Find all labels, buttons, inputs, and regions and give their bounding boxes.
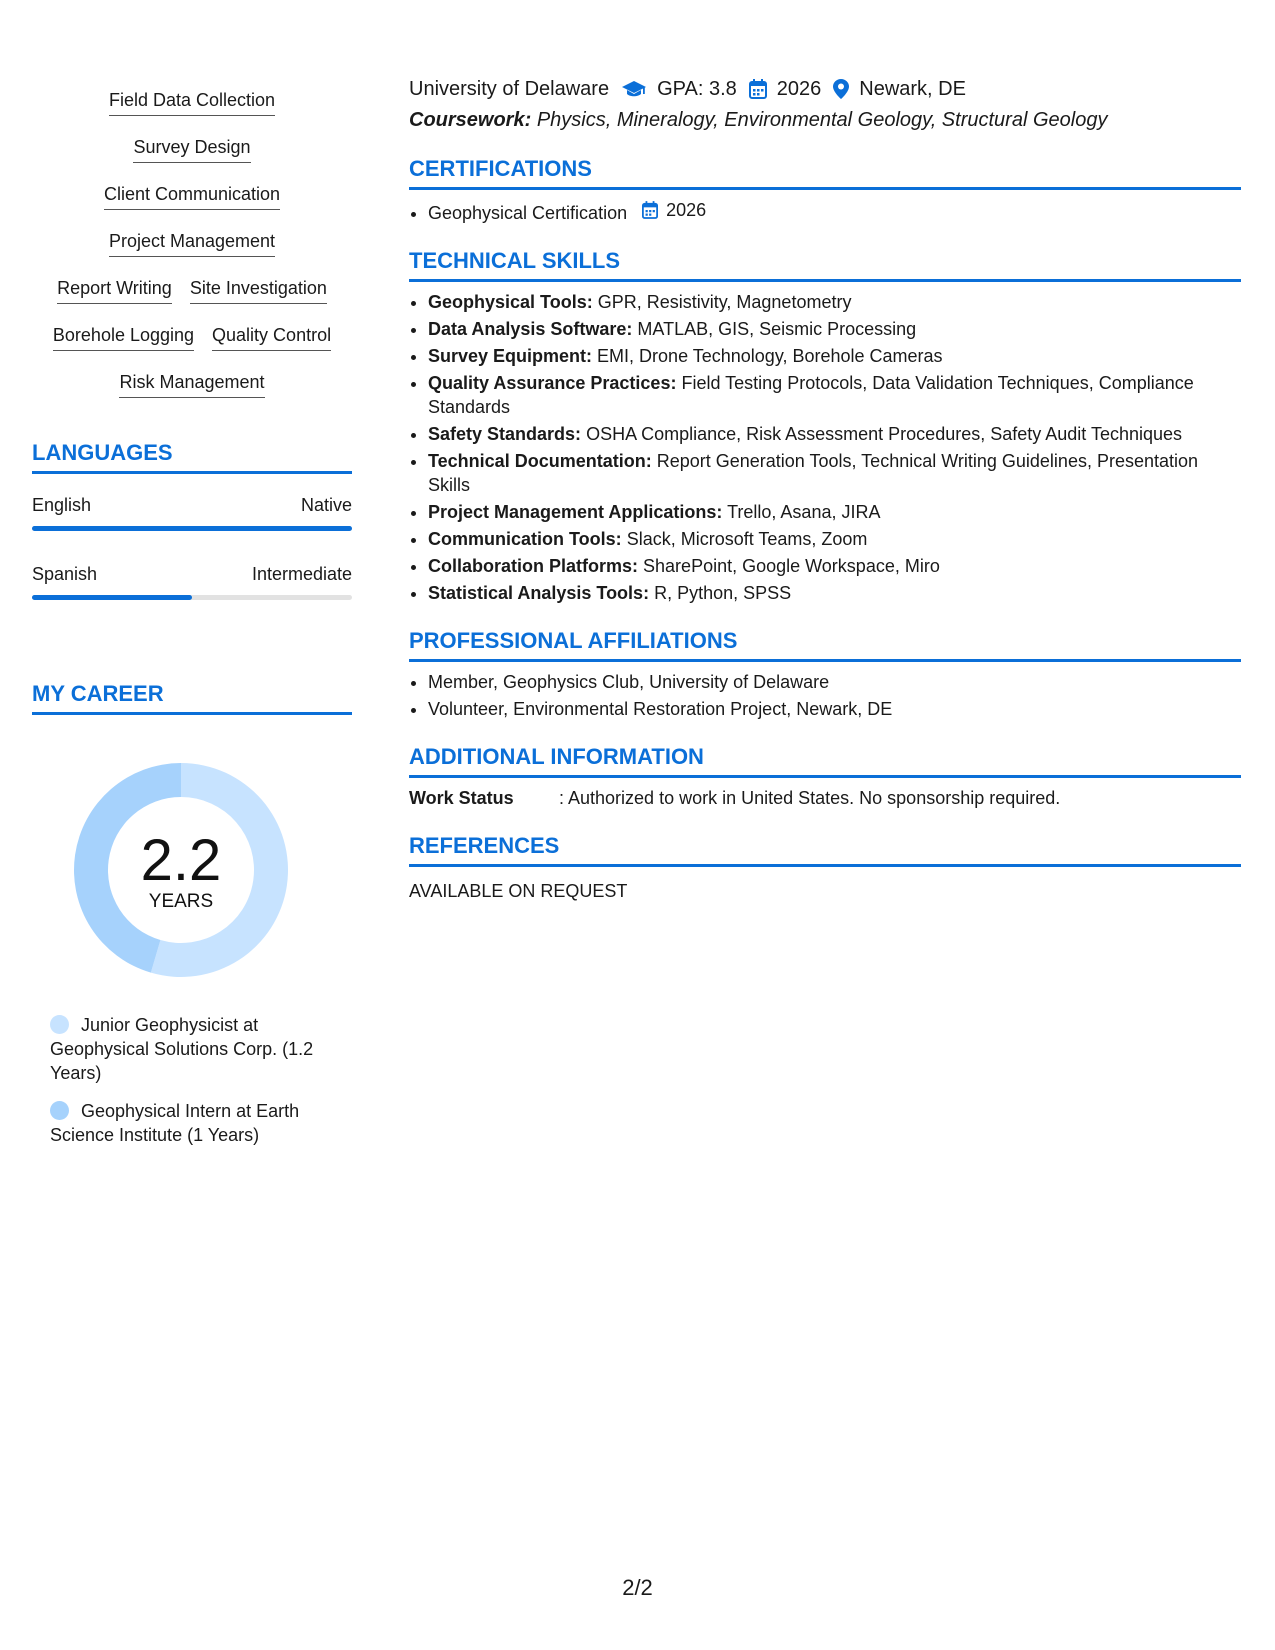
calendar-icon bbox=[642, 201, 662, 219]
career-heading: MY CAREER bbox=[32, 680, 352, 715]
legend-dot bbox=[50, 1015, 69, 1034]
affiliations-section bbox=[409, 627, 1241, 721]
school-name: University of Delaware bbox=[409, 78, 610, 100]
skill-value: Slack, Microsoft Teams, Zoom bbox=[626, 529, 868, 549]
location-pin-icon bbox=[833, 79, 849, 99]
references-heading: REFERENCES bbox=[409, 832, 1241, 867]
affiliation-item: • Member, Geophysics Club, University of Delaware bbox=[428, 670, 1241, 694]
skill-chip: Risk Management bbox=[119, 369, 264, 398]
skill-label: Safety Standards: bbox=[428, 424, 582, 444]
skill-item bbox=[428, 449, 1241, 497]
skill-chip: Field Data Collection bbox=[109, 87, 275, 116]
skill-item bbox=[428, 344, 1241, 368]
skill-item bbox=[428, 371, 1241, 419]
language-item bbox=[32, 563, 352, 600]
skill-value: Trello, Asana, JIRA bbox=[727, 502, 881, 522]
references-section bbox=[409, 832, 1241, 903]
language-level: Native bbox=[300, 495, 352, 515]
certifications-section bbox=[409, 155, 1241, 225]
language-name: English bbox=[32, 495, 92, 515]
language-proficiency-bar bbox=[32, 526, 352, 531]
career-role-label: Junior Geophysicist at Geophysical Solutions Corp. (1.2 Years) bbox=[50, 1015, 314, 1083]
skill-item bbox=[428, 422, 1241, 446]
gpa: GPA: 3.8 bbox=[657, 78, 737, 100]
skill-label: Project Management Applications: bbox=[428, 502, 723, 522]
skill-value: SharePoint, Google Workspace, Miro bbox=[643, 556, 940, 576]
coursework-label: Coursework: bbox=[409, 109, 532, 131]
skill-item bbox=[428, 581, 1241, 605]
skill-label: Collaboration Platforms: bbox=[428, 556, 639, 576]
technical-skills-heading: TECHNICAL SKILLS bbox=[409, 247, 1241, 282]
work-status-row bbox=[409, 786, 1241, 810]
skill-value: GPR, Resistivity, Magnetometry bbox=[597, 292, 852, 312]
skill-value: Field Testing Protocols, Data Validation Techniques, Compliance Standards bbox=[428, 373, 1194, 417]
skill-item bbox=[428, 500, 1241, 524]
references-text: AVAILABLE ON REQUEST bbox=[409, 881, 628, 901]
language-proficiency-bar bbox=[32, 595, 352, 600]
certifications-heading: CERTIFICATIONS bbox=[409, 155, 1241, 190]
coursework bbox=[409, 107, 1241, 133]
skill-label: Survey Equipment: bbox=[428, 346, 593, 366]
skill-item bbox=[428, 554, 1241, 578]
skill-chip: Client Communication bbox=[104, 181, 280, 210]
skill-chip: Report Writing bbox=[57, 275, 172, 304]
education-line bbox=[409, 76, 1241, 102]
skill-chip: Borehole Logging bbox=[53, 322, 194, 351]
graduation-year: 2026 bbox=[776, 78, 822, 100]
skill-item bbox=[428, 317, 1241, 341]
skill-item bbox=[428, 290, 1241, 314]
language-proficiency-fill bbox=[32, 595, 192, 600]
skills-list bbox=[32, 80, 352, 409]
location: Newark, DE bbox=[859, 78, 966, 100]
certification-name: Geophysical Certification bbox=[428, 203, 628, 223]
certification-item bbox=[428, 198, 1241, 225]
page-number: 2/2 bbox=[622, 1575, 653, 1600]
skill-value: R, Python, SPSS bbox=[654, 583, 792, 603]
additional-info-heading: ADDITIONAL INFORMATION bbox=[409, 743, 1241, 778]
skill-label: Quality Assurance Practices: bbox=[428, 373, 677, 393]
career-legend-item bbox=[50, 1099, 335, 1147]
skill-label: Data Analysis Software: bbox=[428, 319, 633, 339]
skill-chip: Quality Control bbox=[212, 322, 331, 351]
certification-year: 2026 bbox=[666, 200, 707, 220]
affiliation-item: • Volunteer, Environmental Restoration Project, Newark, DE bbox=[428, 697, 1241, 721]
additional-info-section bbox=[409, 743, 1241, 810]
skill-label: Technical Documentation: bbox=[428, 451, 652, 471]
career-donut-chart bbox=[66, 755, 296, 985]
skill-label: Communication Tools: bbox=[428, 529, 622, 549]
skill-value: MATLAB, GIS, Seismic Processing bbox=[637, 319, 917, 339]
work-status-value: : Authorized to work in United States. No sponsorship required. bbox=[559, 788, 1061, 808]
legend-dot bbox=[50, 1101, 69, 1120]
technical-skills-section bbox=[409, 247, 1241, 605]
career-role-label: Geophysical Intern at Earth Science Institute (1 Years) bbox=[50, 1101, 300, 1145]
right-column bbox=[409, 76, 1241, 903]
skill-value: OSHA Compliance, Risk Assessment Procedures, Safety Audit Techniques bbox=[586, 424, 1183, 444]
left-column bbox=[32, 80, 352, 1161]
languages-heading: LANGUAGES bbox=[32, 439, 352, 474]
skill-label: Geophysical Tools: bbox=[428, 292, 593, 312]
coursework-list: Physics, Mineralogy, Environmental Geology, Structural Geology bbox=[536, 109, 1108, 131]
language-level: Intermediate bbox=[251, 564, 352, 584]
skill-chip: Survey Design bbox=[133, 134, 250, 163]
career-total-years: 2.2 bbox=[140, 828, 222, 893]
career-legend-item bbox=[50, 1013, 335, 1085]
graduation-cap-icon bbox=[621, 79, 647, 99]
skill-value: Report Generation Tools, Technical Writing Guidelines, Presentation Skills bbox=[428, 451, 1199, 495]
skill-value: EMI, Drone Technology, Borehole Cameras bbox=[597, 346, 943, 366]
skill-chip: Site Investigation bbox=[190, 275, 327, 304]
skill-item bbox=[428, 527, 1241, 551]
affiliations-heading: PROFESSIONAL AFFILIATIONS bbox=[409, 627, 1241, 662]
language-name: Spanish bbox=[32, 564, 98, 584]
skill-label: Statistical Analysis Tools: bbox=[428, 583, 650, 603]
calendar-icon bbox=[749, 79, 767, 99]
career-legend bbox=[50, 1013, 335, 1147]
language-proficiency-fill bbox=[32, 526, 352, 531]
language-item bbox=[32, 494, 352, 531]
work-status-label: Work Status bbox=[409, 788, 514, 808]
career-years-unit: YEARS bbox=[148, 891, 214, 912]
skill-chip: Project Management bbox=[109, 228, 275, 257]
